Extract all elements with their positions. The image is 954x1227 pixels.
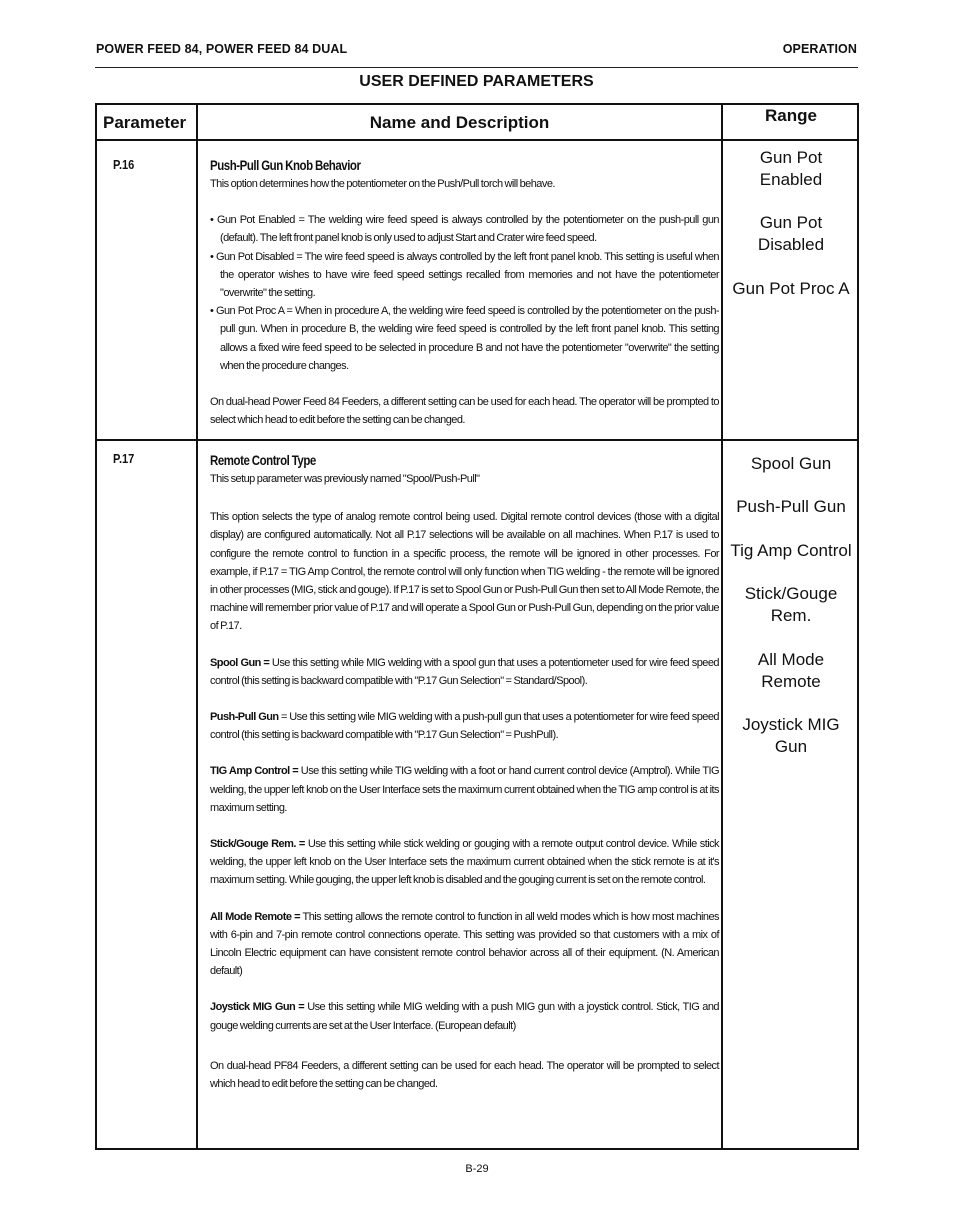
- column-header-name: Name and Description: [369, 113, 550, 132]
- range-option: Gun Pot Proc A: [732, 279, 850, 298]
- range-option: Gun Pot Disabled: [757, 213, 825, 254]
- range-option: Gun Pot Enabled: [759, 148, 823, 189]
- header-rule: [95, 67, 858, 68]
- option-label: Joystick MIG Gun =: [210, 1001, 305, 1014]
- range-option: Stick/Gouge Rem.: [744, 584, 838, 625]
- parameter-intro: This option determines how the potentiometer on the Push/Pull torch will behave.: [210, 178, 555, 190]
- column-divider: [196, 105, 198, 1148]
- column-header-parameter: Parameter: [103, 113, 187, 132]
- range-option: Tig Amp Control: [730, 541, 852, 560]
- option-label: Stick/Gouge Rem. =: [210, 838, 305, 851]
- option-description: Joystick MIG Gun = Use this setting while MIG welding with a push MIG gun with a joystick control. Stick, TIG and gouge welding currents are set at the User Interface. (European default): [210, 1001, 719, 1032]
- range-option: Spool Gun: [750, 454, 832, 473]
- range-option: All Mode Remote: [757, 650, 825, 691]
- range-values: [723, 147, 859, 300]
- option-label: Spool Gun =: [210, 656, 270, 669]
- option-description: Push-Pull Gun = Use this setting wile MIG welding with a push-pull gun that uses a potentiometer for wire feed speed control (this setting is backward compatible with "P.17 Gun Selection" = PushPull).: [210, 711, 719, 742]
- option-description: Spool Gun = Use this setting while MIG welding with a spool gun that uses a potentiometer used for wire feed speed control (this setting is backward compatible with "P.17 Gun Selection" = Standard/Spool).: [210, 656, 719, 687]
- option-description: All Mode Remote = This setting allows the remote control to function in all weld modes which is how most machines with 6-pin and 7-pin remote control connections operate. This setting was provided so that customers with a mix of Lincoln Electric equipment can have consistent remote control behavior across all of their equipment. (N. American default): [210, 910, 719, 978]
- parameter-description: [210, 451, 719, 1093]
- header-section-title: OPERATION: [782, 42, 857, 56]
- option-description: Stick/Gouge Rem. = Use this setting while stick welding or gouging with a remote output control device. While stick welding, the upper left knob on the User Interface sets the maximum current obtained when the stick remote is at it's maximum setting. While gouging, the upper left knob is disabled and the gouging current is set on the remote control.: [210, 838, 720, 887]
- header-product-title: POWER FEED 84, POWER FEED 84 DUAL: [96, 42, 348, 56]
- page-number: B-29: [465, 1163, 489, 1175]
- range-values: [723, 453, 859, 758]
- parameter-description: [210, 156, 719, 429]
- parameter-intro: This setup parameter was previously named "Spool/Push-Pull": [210, 473, 480, 485]
- bullet-item: • Gun Pot Proc A = When in procedure A, the welding wire feed speed is controlled by the potentiometer on the push-pull gun. When in procedure B, the welding wire feed speed is controlled by the left front panel knob. This setting allows a fixed wire feed speed to be selected in procedure B and not have the potentiometer "overwrite" the setting when the procedure changes.: [210, 305, 719, 372]
- option-description: TIG Amp Control = Use this setting while TIG welding with a foot or hand current control device (Amptrol). While TIG welding, the upper left knob on the User Interface sets the maximum current obtained when the TIG amp control is at its maximum setting.: [210, 765, 719, 814]
- option-label: Push-Pull Gun: [210, 711, 279, 724]
- option-label: All Mode Remote =: [210, 910, 301, 923]
- header-row-divider: [97, 139, 857, 141]
- parameter-body: This option selects the type of analog remote control being used. Digital remote control devices (those with a digital display) are configured automatically. Not all P.17 selections will be available on all machines. When P.17 is used to configure the remote control to function in a specific process, the remote will be ignored in other processes. For example, if P.17 = TIG Amp Control, the remote control will only function when TIG welding - the remote will be ignored in other processes (MIG, stick and gouge). If P.17 is set to Spool Gun or Push-Pull Gun then set to All Mode Remote, the machine will remember prior value of P.17 and will operate a Spool Gun or Push-Pull Gun, depending on the prior value of P.17.: [210, 511, 719, 633]
- bullet-item: • Gun Pot Disabled = The wire feed speed is always controlled by the left front panel knob. This setting is useful when the operator wishes to have wire feed speed settings recalled from memories and not have the potentiometer "overwrite" the setting.: [210, 250, 719, 300]
- bullet-item: • Gun Pot Enabled = The welding wire feed speed is always controlled by the potentiometer on the push-pull gun (default). The left front panel knob is only used to adjust Start and Crater wire feed speed.: [210, 214, 719, 245]
- parameters-table: [95, 103, 859, 1150]
- parameter-note: On dual-head PF84 Feeders, a different setting can be used for each head. The operator will be prompted to select which head to edit before the setting can be changed.: [210, 1059, 719, 1091]
- range-option: Push-Pull Gun: [736, 497, 846, 516]
- row-divider: [97, 439, 857, 441]
- range-option: Joystick MIG Gun: [742, 715, 840, 756]
- parameter-id: P.17: [113, 451, 135, 466]
- option-label: TIG Amp Control =: [210, 765, 299, 778]
- parameter-title: Remote Control Type: [210, 452, 316, 468]
- column-header-range: Range: [765, 106, 817, 125]
- parameter-id: P.16: [113, 157, 135, 172]
- page-title: USER DEFINED PARAMETERS: [359, 73, 594, 90]
- parameter-title: Push-Pull Gun Knob Behavior: [210, 157, 361, 173]
- parameter-note: On dual-head Power Feed 84 Feeders, a different setting can be used for each head. The operator will be prompted to select which head to edit before the setting can be changed.: [210, 396, 719, 427]
